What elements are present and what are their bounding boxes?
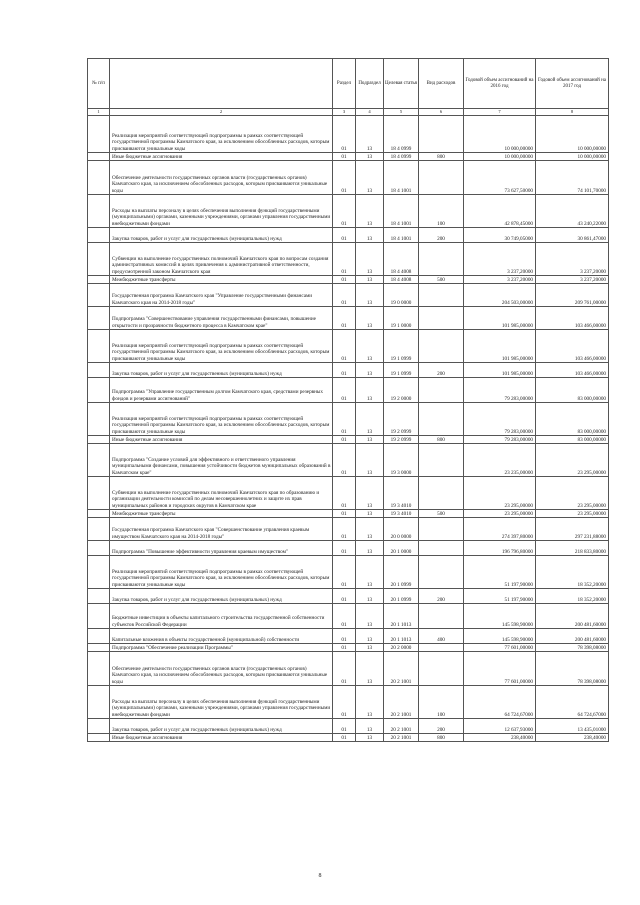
table-row: [88, 719, 609, 734]
cell-section: 01: [333, 734, 356, 742]
cell-expense-type: 800: [419, 153, 464, 161]
cell-num: [88, 652, 110, 686]
table-row: [88, 161, 609, 195]
table-row: [88, 276, 609, 284]
cell-amount-2017: 83 000,00000: [536, 378, 609, 403]
cell-amount-2016: 77 601,00000: [464, 644, 536, 652]
header-article: Целевая статья: [384, 59, 419, 109]
colnum-7: 7: [464, 109, 536, 116]
cell-section: 01: [333, 228, 356, 243]
cell-name: Иные бюджетные ассигнования: [110, 436, 333, 444]
cell-amount-2017: 103 466,00000: [536, 363, 609, 378]
cell-num: [88, 518, 110, 541]
cell-article: 18 4 0999: [384, 153, 419, 161]
cell-article: 20 2 0000: [384, 644, 419, 652]
budget-document: [87, 58, 608, 742]
colnum-4: 4: [356, 109, 384, 116]
colnum-1: 1: [88, 109, 110, 116]
cell-section: 01: [333, 378, 356, 403]
table-row: [88, 686, 609, 719]
cell-subsection: 13: [356, 243, 384, 276]
cell-name: Закупка товаров, работ и услуг для государственных (муниципальных) нужд: [110, 719, 333, 734]
cell-name: Реализация мероприятий соответствующей подпрограммы в рамках соответствующей государственной программы Камчатского края, за исключением обособленных расходов, которым присваиваются уникальные коды: [110, 556, 333, 589]
cell-num: [88, 477, 110, 510]
cell-amount-2016: 51 197,90000: [464, 589, 536, 604]
header-name: [110, 59, 333, 109]
cell-amount-2017: 3 237,20000: [536, 276, 609, 284]
cell-num: [88, 243, 110, 276]
table-row: [88, 477, 609, 510]
page-number: 8: [318, 873, 322, 879]
cell-num: [88, 307, 110, 330]
cell-expense-type: [419, 518, 464, 541]
cell-article: 19 2 0999: [384, 403, 419, 436]
cell-section: 01: [333, 604, 356, 629]
cell-subsection: 13: [356, 541, 384, 556]
cell-amount-2016: 79 283,00000: [464, 403, 536, 436]
cell-subsection: 13: [356, 195, 384, 228]
colnum-5: 5: [384, 109, 419, 116]
cell-num: [88, 734, 110, 742]
cell-amount-2016: 77 601,00000: [464, 652, 536, 686]
header-row: [88, 59, 609, 109]
header-expense: Вид расходов: [419, 59, 464, 109]
cell-subsection: 13: [356, 161, 384, 195]
cell-article: 20 2 1001: [384, 734, 419, 742]
cell-amount-2017: 10 000,00000: [536, 116, 609, 153]
cell-article: 18 4 4008: [384, 276, 419, 284]
cell-name: Межбюджетные трансферты: [110, 276, 333, 284]
colnum-8: 8: [536, 109, 609, 116]
cell-amount-2017: 64 724,67000: [536, 686, 609, 719]
colnum-3: 3: [333, 109, 356, 116]
cell-subsection: 13: [356, 604, 384, 629]
cell-num: [88, 284, 110, 307]
table-row: [88, 363, 609, 378]
cell-expense-type: [419, 604, 464, 629]
cell-num: [88, 195, 110, 228]
cell-subsection: 13: [356, 276, 384, 284]
cell-num: [88, 276, 110, 284]
cell-expense-type: [419, 284, 464, 307]
cell-amount-2017: 209 761,00000: [536, 284, 609, 307]
table-row: [88, 629, 609, 644]
cell-article: 18 4 4008: [384, 243, 419, 276]
cell-num: [88, 644, 110, 652]
cell-article: 20 1 1013: [384, 629, 419, 644]
cell-article: 19 3 4010: [384, 510, 419, 518]
cell-subsection: 13: [356, 444, 384, 477]
cell-expense-type: [419, 556, 464, 589]
cell-num: [88, 719, 110, 734]
cell-expense-type: [419, 644, 464, 652]
cell-num: [88, 436, 110, 444]
cell-name: Субвенции на выполнение государственных полномочий Камчатского края по образованию и организации деятельности комиссий по делам несовершеннолетних и защите их прав муниципальных районов и городских округов в Камчатском крае: [110, 477, 333, 510]
cell-amount-2016: 79 283,00000: [464, 378, 536, 403]
cell-num: [88, 686, 110, 719]
cell-section: 01: [333, 652, 356, 686]
cell-amount-2016: 12 637,93000: [464, 719, 536, 734]
cell-expense-type: 500: [419, 510, 464, 518]
cell-subsection: 13: [356, 363, 384, 378]
cell-expense-type: [419, 307, 464, 330]
header-2016: Годовой объем ассигнований на 2016 год: [464, 59, 536, 109]
table-row: [88, 652, 609, 686]
cell-article: 20 2 1001: [384, 652, 419, 686]
table-row: [88, 284, 609, 307]
cell-name: Иные бюджетные ассигнования: [110, 734, 333, 742]
table-row: [88, 644, 609, 652]
cell-amount-2016: 196 796,80000: [464, 541, 536, 556]
header-2017: Годовой объем ассигнований на 2017 год: [536, 59, 609, 109]
cell-section: 01: [333, 644, 356, 652]
cell-amount-2016: 3 237,20000: [464, 276, 536, 284]
cell-section: 01: [333, 686, 356, 719]
cell-subsection: 13: [356, 719, 384, 734]
cell-section: 01: [333, 307, 356, 330]
cell-amount-2016: 42 878,45000: [464, 195, 536, 228]
table-row: [88, 243, 609, 276]
cell-name: Закупка товаров, работ и услуг для государственных (муниципальных) нужд: [110, 228, 333, 243]
cell-amount-2016: 101 985,00000: [464, 307, 536, 330]
cell-article: 18 4 1001: [384, 228, 419, 243]
cell-section: 01: [333, 116, 356, 153]
cell-section: 01: [333, 284, 356, 307]
table-row: [88, 436, 609, 444]
cell-expense-type: [419, 652, 464, 686]
cell-num: [88, 510, 110, 518]
cell-amount-2016: 64 724,67000: [464, 686, 536, 719]
cell-num: [88, 604, 110, 629]
cell-amount-2017: 83 000,00000: [536, 436, 609, 444]
cell-article: 19 1 0999: [384, 330, 419, 363]
colnum-6: 6: [419, 109, 464, 116]
cell-expense-type: 200: [419, 228, 464, 243]
cell-subsection: 13: [356, 644, 384, 652]
cell-subsection: 13: [356, 477, 384, 510]
cell-expense-type: [419, 378, 464, 403]
cell-expense-type: 100: [419, 195, 464, 228]
cell-num: [88, 330, 110, 363]
cell-num: [88, 403, 110, 436]
header-num: № п/п: [88, 59, 110, 109]
cell-name: Подпрограмма "Обеспечение реализации Программы": [110, 644, 333, 652]
cell-subsection: 13: [356, 403, 384, 436]
cell-expense-type: 200: [419, 589, 464, 604]
table-row: [88, 403, 609, 436]
cell-amount-2016: 23 235,00000: [464, 444, 536, 477]
cell-amount-2016: 73 627,50000: [464, 161, 536, 195]
table-row: [88, 307, 609, 330]
cell-expense-type: [419, 161, 464, 195]
cell-expense-type: [419, 444, 464, 477]
table-row: [88, 510, 609, 518]
cell-article: 19 3 0000: [384, 444, 419, 477]
cell-article: 19 3 4010: [384, 477, 419, 510]
cell-subsection: 13: [356, 734, 384, 742]
cell-section: 01: [333, 477, 356, 510]
cell-article: 20 2 1001: [384, 686, 419, 719]
cell-amount-2016: 23 295,00000: [464, 510, 536, 518]
cell-article: 20 1 0999: [384, 589, 419, 604]
cell-amount-2017: 103 466,00000: [536, 307, 609, 330]
cell-amount-2017: 3 237,20000: [536, 243, 609, 276]
cell-name: Подпрограмма "Совершенствование управления государственными финансами, повышение открытости и прозрачности бюджетного процесса в Камчатском крае": [110, 307, 333, 330]
cell-amount-2017: 103 466,00000: [536, 330, 609, 363]
colnum-2: 2: [110, 109, 333, 116]
cell-name: Государственная программа Камчатского края "Совершенствование управления краевым имуществом Камчатского края на 2014-2018 годы": [110, 518, 333, 541]
cell-amount-2016: 79 283,00000: [464, 436, 536, 444]
cell-expense-type: 500: [419, 276, 464, 284]
cell-expense-type: 200: [419, 719, 464, 734]
cell-section: 01: [333, 161, 356, 195]
cell-num: [88, 363, 110, 378]
cell-amount-2017: 83 000,00000: [536, 403, 609, 436]
cell-article: 20 0 0000: [384, 518, 419, 541]
cell-num: [88, 378, 110, 403]
cell-amount-2016: 23 295,00000: [464, 477, 536, 510]
cell-section: 01: [333, 276, 356, 284]
budget-table: [87, 58, 609, 742]
table-row: [88, 228, 609, 243]
table-row: [88, 378, 609, 403]
cell-article: 19 0 0000: [384, 284, 419, 307]
cell-section: 01: [333, 436, 356, 444]
table-body: [88, 116, 609, 742]
cell-expense-type: 800: [419, 734, 464, 742]
table-row: [88, 195, 609, 228]
cell-name: Реализация мероприятий соответствующей подпрограммы в рамках соответствующей государственной программы Камчатского края, за исключением обособленных расходов, которым присваиваются уникальные коды: [110, 330, 333, 363]
cell-section: 01: [333, 629, 356, 644]
cell-section: 01: [333, 330, 356, 363]
cell-amount-2017: 200 481,60000: [536, 629, 609, 644]
cell-name: Подпрограмма "Управление государственным долгом Камчатского края, средствами резервных фондов и резервами ассигнований": [110, 378, 333, 403]
cell-expense-type: [419, 541, 464, 556]
cell-article: 20 1 0999: [384, 556, 419, 589]
cell-subsection: 13: [356, 652, 384, 686]
cell-subsection: 13: [356, 589, 384, 604]
cell-section: 01: [333, 153, 356, 161]
cell-section: 01: [333, 541, 356, 556]
cell-name: Государственная программа Камчатского края "Управление государственными финансами Камчатского края на 2014-2018 годы": [110, 284, 333, 307]
cell-name: Обеспечение деятельности государственных органов власти (государственных органов) Камчатского края, за исключением обособленных расходов, которым присваиваются уникальные коды: [110, 161, 333, 195]
cell-amount-2017: 43 240,22000: [536, 195, 609, 228]
cell-section: 01: [333, 195, 356, 228]
cell-num: [88, 629, 110, 644]
cell-subsection: 13: [356, 153, 384, 161]
cell-amount-2016: 204 503,00000: [464, 284, 536, 307]
cell-amount-2017: 74 101,70000: [536, 161, 609, 195]
table-row: [88, 589, 609, 604]
cell-article: 19 1 0000: [384, 307, 419, 330]
cell-section: 01: [333, 243, 356, 276]
cell-name: Реализация мероприятий соответствующей подпрограммы в рамках соответствующей государственной программы Камчатского края, за исключением обособленных расходов, которым присваиваются уникальные коды: [110, 116, 333, 153]
cell-name: Межбюджетные трансферты: [110, 510, 333, 518]
column-number-row: [88, 109, 609, 116]
cell-num: [88, 556, 110, 589]
table-row: [88, 116, 609, 153]
cell-article: 19 2 0999: [384, 436, 419, 444]
cell-section: 01: [333, 719, 356, 734]
cell-section: 01: [333, 589, 356, 604]
cell-amount-2016: 51 197,90000: [464, 556, 536, 589]
cell-name: Расходы на выплаты персоналу в целях обеспечения выполнения функций государственными (муниципальными) органами, казенными учреждениями, органами управления государственными внебюджетными фондами: [110, 195, 333, 228]
cell-amount-2016: 101 985,00000: [464, 330, 536, 363]
table-row: [88, 330, 609, 363]
cell-name: Обеспечение деятельности государственных органов власти (государственных органов) Камчатского края, за исключением обособленных расходов, которым присваиваются уникальные коды: [110, 652, 333, 686]
cell-amount-2016: 3 237,20000: [464, 243, 536, 276]
cell-name: Реализация мероприятий соответствующей подпрограммы в рамках соответствующей государственной программы Камчатского края, за исключением обособленных расходов, которым присваиваются уникальные коды: [110, 403, 333, 436]
cell-amount-2016: 145 598,90000: [464, 629, 536, 644]
cell-article: 20 1 0000: [384, 541, 419, 556]
cell-section: 01: [333, 444, 356, 477]
cell-article: 19 1 0999: [384, 363, 419, 378]
cell-subsection: 13: [356, 686, 384, 719]
cell-name: Иные бюджетные ассигнования: [110, 153, 333, 161]
cell-amount-2016: 10 000,00000: [464, 153, 536, 161]
cell-amount-2017: 23 295,00000: [536, 510, 609, 518]
cell-name: Закупка товаров, работ и услуг для государственных (муниципальных) нужд: [110, 363, 333, 378]
header-subsection: Подраздел: [356, 59, 384, 109]
header-section: Раздел: [333, 59, 356, 109]
cell-section: 01: [333, 556, 356, 589]
cell-section: 01: [333, 363, 356, 378]
cell-amount-2017: 218 833,80000: [536, 541, 609, 556]
table-row: [88, 556, 609, 589]
cell-section: 01: [333, 518, 356, 541]
cell-amount-2016: 101 985,00000: [464, 363, 536, 378]
cell-amount-2016: 10 000,00000: [464, 116, 536, 153]
cell-name: Субвенции на выполнение государственных полномочий Камчатского края по вопросам создания административных комиссий в целях привлечения к административной ответственности, предусмотренной законом Камчатского края: [110, 243, 333, 276]
cell-amount-2017: 23 295,00000: [536, 477, 609, 510]
cell-article: 18 4 1001: [384, 195, 419, 228]
table-row: [88, 518, 609, 541]
cell-subsection: 13: [356, 510, 384, 518]
cell-subsection: 13: [356, 330, 384, 363]
cell-amount-2017: 200 481,60000: [536, 604, 609, 629]
cell-num: [88, 444, 110, 477]
cell-expense-type: [419, 403, 464, 436]
cell-amount-2017: 78 398,08000: [536, 652, 609, 686]
cell-name: Подпрограмма "Повышение эффективности управления краевым имуществом": [110, 541, 333, 556]
cell-amount-2017: 238,40000: [536, 734, 609, 742]
cell-expense-type: 100: [419, 686, 464, 719]
cell-num: [88, 228, 110, 243]
cell-subsection: 13: [356, 556, 384, 589]
table-row: [88, 734, 609, 742]
cell-amount-2017: 18 352,20000: [536, 589, 609, 604]
cell-amount-2017: 13 435,01000: [536, 719, 609, 734]
cell-amount-2017: 18 352,20000: [536, 556, 609, 589]
cell-article: 18 4 1001: [384, 161, 419, 195]
cell-amount-2016: 30 749,05000: [464, 228, 536, 243]
cell-num: [88, 161, 110, 195]
cell-num: [88, 153, 110, 161]
cell-article: 20 2 1001: [384, 719, 419, 734]
cell-article: 20 1 1013: [384, 604, 419, 629]
cell-num: [88, 116, 110, 153]
cell-name: Капитальные вложения в объекты государственной (муниципальной) собственности: [110, 629, 333, 644]
cell-subsection: 13: [356, 284, 384, 307]
cell-amount-2017: 78 398,08000: [536, 644, 609, 652]
cell-expense-type: 200: [419, 363, 464, 378]
cell-amount-2017: 10 000,00000: [536, 153, 609, 161]
cell-num: [88, 541, 110, 556]
cell-amount-2016: 274 397,80000: [464, 518, 536, 541]
cell-name: Расходы на выплаты персоналу в целях обеспечения выполнения функций государственными (муниципальными) органами, казенными учреждениями, органами управления государственными внебюджетными фондами: [110, 686, 333, 719]
table-row: [88, 541, 609, 556]
cell-name: Подпрограмма "Создание условий для эффективного и ответственного управления муниципальными финансами, повышения устойчивости бюджетов муниципальных образований в Камчатском крае": [110, 444, 333, 477]
cell-subsection: 13: [356, 518, 384, 541]
cell-amount-2017: 30 861,47000: [536, 228, 609, 243]
cell-amount-2016: 238,40000: [464, 734, 536, 742]
table-row: [88, 153, 609, 161]
cell-section: 01: [333, 510, 356, 518]
cell-article: 19 2 0000: [384, 378, 419, 403]
cell-subsection: 13: [356, 116, 384, 153]
cell-name: Бюджетные инвестиции в объекты капитального строительства государственной собственности субъектов Российской Федерации: [110, 604, 333, 629]
cell-subsection: 13: [356, 629, 384, 644]
cell-num: [88, 589, 110, 604]
cell-amount-2017: 297 231,88000: [536, 518, 609, 541]
cell-article: 18 4 0999: [384, 116, 419, 153]
table-row: [88, 604, 609, 629]
cell-expense-type: 400: [419, 629, 464, 644]
table-row: [88, 444, 609, 477]
cell-subsection: 13: [356, 436, 384, 444]
cell-expense-type: 800: [419, 436, 464, 444]
cell-subsection: 13: [356, 307, 384, 330]
cell-expense-type: [419, 243, 464, 276]
cell-name: Закупка товаров, работ и услуг для государственных (муниципальных) нужд: [110, 589, 333, 604]
cell-expense-type: [419, 477, 464, 510]
cell-expense-type: [419, 330, 464, 363]
cell-expense-type: [419, 116, 464, 153]
cell-amount-2017: 23 295,00000: [536, 444, 609, 477]
cell-subsection: 13: [356, 228, 384, 243]
cell-subsection: 13: [356, 378, 384, 403]
cell-amount-2016: 145 598,90000: [464, 604, 536, 629]
cell-section: 01: [333, 403, 356, 436]
